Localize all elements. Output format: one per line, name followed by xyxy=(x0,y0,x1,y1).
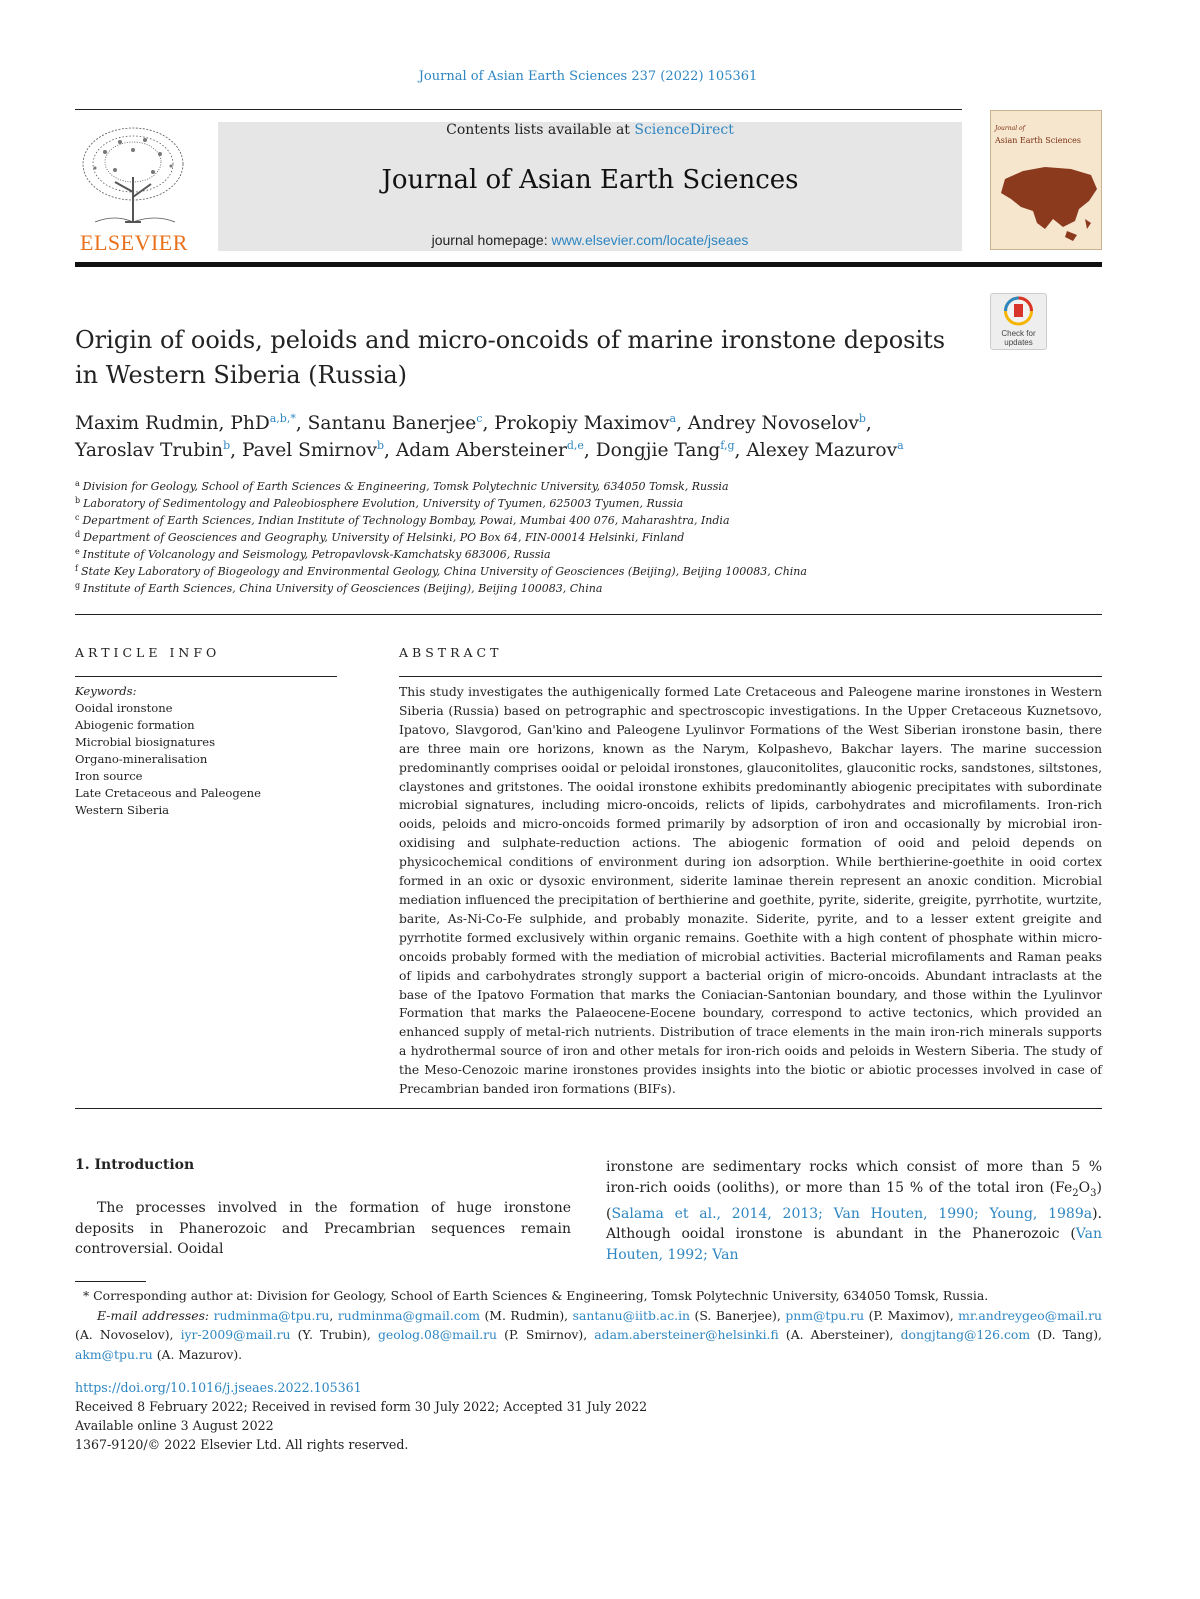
email-link[interactable]: iyr-2009@mail.ru xyxy=(180,1327,291,1342)
asia-map-image xyxy=(993,149,1099,245)
doi-link[interactable]: https://doi.org/10.1016/j.jseaes.2022.105361 xyxy=(75,1380,362,1395)
copyright: 1367-9120/© 2022 Elsevier Ltd. All rights reserved. xyxy=(75,1437,409,1452)
contents-prefix: Contents lists available at xyxy=(446,122,635,138)
email-link[interactable]: rudminma@gmail.com xyxy=(337,1307,480,1323)
corresponding-author-footnote xyxy=(75,1286,1102,1364)
author[interactable]: Pavel Smirnov$^b$ xyxy=(241,439,385,461)
header-rule xyxy=(75,109,962,110)
abstract-heading: ABSTRACT xyxy=(399,645,503,660)
affiliation-item: $^g$ Institute of Earth Sciences, China University of Geosciences (Beijing), Beijing 100083, China xyxy=(75,581,603,595)
check-for-updates-button[interactable] xyxy=(990,293,1047,350)
publication-info xyxy=(75,1378,775,1454)
received-dates: Received 8 February 2022; Received in revised form 30 July 2022; Accepted 31 July 2022 xyxy=(75,1399,648,1414)
contents-line xyxy=(218,122,962,138)
keywords-label: Keywords: xyxy=(75,684,137,698)
keyword: Western Siberia xyxy=(75,803,170,817)
author[interactable]: Alexey Mazurov$^a$ xyxy=(746,439,904,461)
affiliations-rule xyxy=(75,614,1102,615)
email-link[interactable]: akm@tpu.ru xyxy=(75,1346,153,1362)
affiliations xyxy=(75,478,1105,597)
keyword: Organo-mineralisation xyxy=(75,752,208,766)
running-header[interactable]: Journal of Asian Earth Sciences 237 (2022) 105361 xyxy=(418,69,758,84)
crossmark-line1: Check for xyxy=(1001,329,1036,338)
email-link[interactable]: dongjtang@126.com xyxy=(900,1327,1031,1342)
keyword: Iron source xyxy=(75,769,143,783)
abstract-text: This study investigates the authigenically formed Late Cretaceous and Paleogene marine ironstones in Western Siberia (Russia) based on petrographic and spectroscopic investigations. In the Upper Cretaceous Kuznetsovo, Ipatovo, Slavgorod, Gan'kino and Paleogene Lyulinvor Formations of the West Siberian ironstone basin, there are three main ore horizons, known as the Narym, Kolpashevo, Bakchar layers. The marine succession predominantly comprises ooidal or peloidal ironstones, glauconitolites, glauconitic rocks, sandstones, siltstones, claystones and gritstones. The ooidal ironstone exhibits predominantly abiogenic precipitates with subordinate microbial signatures, including micro-oncoids, relicts of lipids, carbohydrates and microfilaments. Iron-rich ooids, peloids and micro-oncoids formed primarily by adsorption of iron and occasionally by microbial iron-oxidising and sulphate-reduction actions. The abiogenic formation of ooid and peloid depends on physicochemical conditions of environment during ion adsorption. While berthierine-goethite in ooid cortex formed in an oxic or dysoxic environment, siderite laminae therein represent an anoxic condition. Microbial mediation influenced the precipitation of berthierine and goethite, pyrite, siderite, greigite, pyrrhotite, wurtzite, barite, As-Ni-Co-Fe sulphide, and probably monazite. Siderite, pyrite, and to a lesser extent greigite and pyrrhotite formed exclusively within organic remains. Goethite with a high content of phosphate within micro-oncoids probably formed with the mediation of microbial activities. Bacterial microfilaments and Raman peaks of lipids and carbohydrates strongly support a bacterial origin of micro-oncoids. Abundant intraclasts at the base of the Ipatovo Formation that marks the Coniacian-Santonian boundary, and those within the Lyulinvor Formation that marks the Palaeocene-Eocene boundary, correspond to active tectonics, which provided an enhanced supply of metal-rich nutrients. Distribution of trace elements in the main iron-rich minerals supports a hydrothermal source of iron and other metals for iron-rich ooids and peloids in Western Siberia. The study of the Meso-Cenozoic marine ironstones provides insights into the biotic or abiotic processes involved in case of Precambrian banded iron formations (BIFs). xyxy=(399,685,1102,1097)
author[interactable]: Prokopiy Maximov$^a$ xyxy=(494,412,677,434)
email-link[interactable]: geolog.08@mail.ru xyxy=(377,1327,498,1342)
available-online: Available online 3 August 2022 xyxy=(75,1418,274,1433)
keywords-block xyxy=(75,683,335,819)
journal-masthead xyxy=(218,122,962,251)
keyword: Abiogenic formation xyxy=(75,718,195,732)
elsevier-wordmark: ELSEVIER xyxy=(80,230,188,255)
homepage-link[interactable]: www.elsevier.com/locate/jseaes xyxy=(551,232,749,248)
email-link[interactable]: rudminma@tpu.ru xyxy=(213,1307,330,1323)
affiliation-item: $^d$ Department of Geosciences and Geography, University of Helsinki, PO Box 64, FIN-00014 Helsinki, Finland xyxy=(75,530,685,544)
affiliation-item: $^f$ State Key Laboratory of Biogeology and Environmental Geology, China University of Geosciences (Beijing), Beijing 100083, China xyxy=(75,564,807,578)
author[interactable]: Andrey Novoselov$^b$ xyxy=(687,412,866,434)
email-link[interactable]: adam.abersteiner@helsinki.fi xyxy=(594,1327,779,1342)
abstract-rule xyxy=(399,676,1102,677)
article-title: Origin of ooids, peloids and micro-oncoids of marine ironstone deposits in Western Siberia (Russia) xyxy=(75,326,946,389)
affiliation-item: $^b$ Laboratory of Sedimentology and Paleobiosphere Evolution, University of Tyumen, 625003 Tyumen, Russia xyxy=(75,496,684,510)
author[interactable]: Dongjie Tang$^{f,g}$ xyxy=(595,439,735,461)
masthead-rule xyxy=(75,262,1102,267)
introduction-paragraph-right: ironstone are sedimentary rocks which consist of more than 5 % iron-rich ooids (ooliths), or more than 15 % of the total iron $(Fe_2O_3)$ (Salama et al., 2014, 2013; Van Houten, 1990; Young, 1989a). Although ooidal ironstone is abundant in the Phanerozoic (Van Houten, 1992; Van xyxy=(606,1159,1102,1263)
keyword: Ooidal ironstone xyxy=(75,701,173,715)
crossmark-icon xyxy=(991,294,1046,328)
homepage-prefix: journal homepage: xyxy=(431,232,552,248)
homepage-line xyxy=(218,232,962,248)
email-link[interactable]: mr.andreygeo@mail.ru xyxy=(958,1307,1102,1323)
affiliation-item: $^a$ Division for Geology, School of Earth Sciences & Engineering, Tomsk Polytechnic University, 634050 Tomsk, Russia xyxy=(75,479,729,493)
introduction-paragraph-left: The processes involved in the formation of huge ironstone deposits in Phanerozoic and Precambrian sequences remain controversial. Ooidal xyxy=(75,1200,571,1257)
email-addresses: E-mail addresses: rudminma@tpu.ru, rudminma@gmail.com (M. Rudmin), santanu@iitb.ac.in (S. Banerjee), pnm@tpu.ru (P. Maximov), mr.andreygeo@mail.ru (A. Novoselov), iyr-2009@mail.ru (Y. Trubin), geolog.08@mail.ru (P. Smirnov), adam.abersteiner@helsinki.fi (A. Abersteiner), dongjtang@126.com (D. Tang), akm@tpu.ru (A. Mazurov). xyxy=(75,1307,1102,1362)
author[interactable]: Adam Abersteiner$^{d,e}$ xyxy=(395,439,584,461)
footnote-rule xyxy=(75,1281,146,1282)
crossmark-label xyxy=(991,329,1046,347)
keyword: Microbial biosignatures xyxy=(75,735,216,749)
affiliation-item: $^c$ Department of Earth Sciences, Indian Institute of Technology Bombay, Powai, Mumbai 400 076, Maharashtra, India xyxy=(75,513,730,527)
journal-cover-thumbnail[interactable] xyxy=(990,110,1102,250)
citation-link[interactable]: Salama et al., 2014, 2013; Van Houten, 1990; Young, 1989a xyxy=(611,1205,1093,1222)
journal-title: Journal of Asian Earth Sciences xyxy=(381,165,799,195)
article-info-heading: ARTICLE INFO xyxy=(75,645,221,660)
affiliation-item: $^e$ Institute of Volcanology and Seismology, Petropavlovsk-Kamchatsky 683006, Russia xyxy=(75,547,551,561)
author-list: Maxim Rudmin, PhD$^{a,b,*}$, Santanu Banerjee$^c$, Prokopiy Maximov$^a$, Andrey Novoselov$^b$, Yaroslav Trubin$^b$, Pavel Smirnov$^b$, Adam Abersteiner$^{d,e}$, Dongjie Tang$^{f,g}$, Alexey Mazurov$^a$ xyxy=(75,412,904,461)
email-link[interactable]: pnm@tpu.ru xyxy=(785,1307,865,1323)
author[interactable]: Santanu Banerjee$^c$ xyxy=(307,412,483,434)
section-heading-introduction: 1. Introduction xyxy=(75,1157,195,1173)
sciencedirect-link[interactable]: ScienceDirect xyxy=(634,122,734,138)
corresponding-author-line: * Corresponding author at: Division for Geology, School of Earth Sciences & Engineering, Tomsk Polytechnic University, 634050 Tomsk, Russia. xyxy=(83,1288,989,1303)
email-link[interactable]: santanu@iitb.ac.in xyxy=(572,1307,691,1323)
cover-journal-of: Journal of xyxy=(995,125,1025,132)
citation-link[interactable]: Van Houten, 1992; Van xyxy=(606,1226,1102,1263)
crossmark-line2: updates xyxy=(1004,338,1033,347)
article-info-rule xyxy=(75,676,337,677)
author[interactable]: Yaroslav Trubin$^b$ xyxy=(75,439,231,461)
cover-title: Asian Earth Sciences xyxy=(995,136,1081,145)
author[interactable]: Maxim Rudmin, PhD$^{a,b,*}$ xyxy=(75,412,296,434)
keyword: Late Cretaceous and Paleogene xyxy=(75,786,261,800)
abstract-end-rule xyxy=(75,1108,1102,1109)
